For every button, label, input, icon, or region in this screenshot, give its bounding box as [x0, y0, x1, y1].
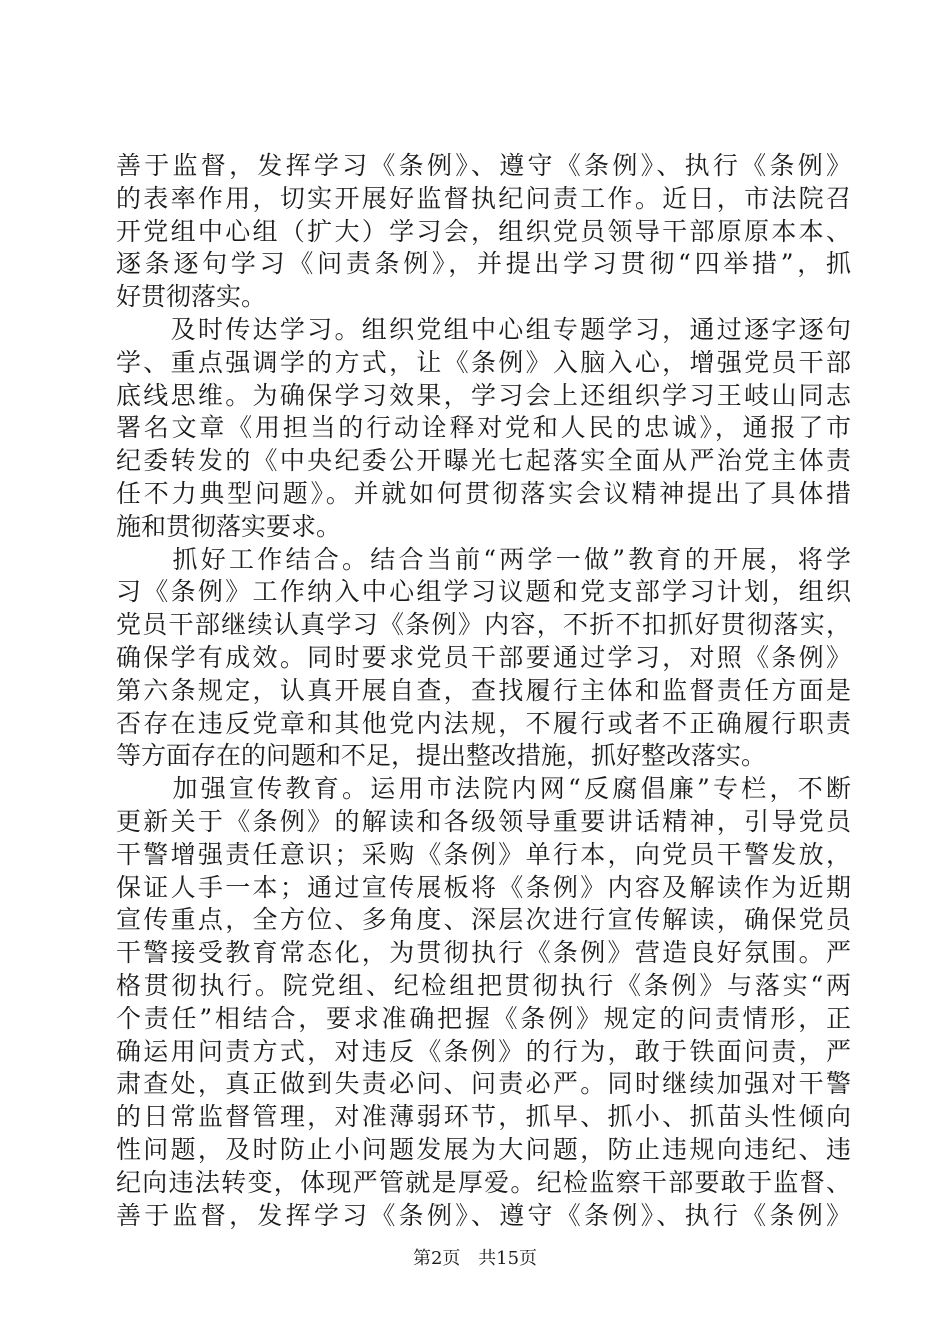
- text-line: 保证人手一本；通过宣传展板将《条例》内容及解读作为近期: [116, 872, 851, 902]
- text-line: 开党组中心组（扩大）学习会，组织党员领导干部原原本本、: [116, 216, 851, 246]
- text-line: 格贯彻执行。院党组、纪检组把贯彻执行《条例》与落实“两: [116, 970, 851, 1000]
- text-line: 纪向违法转变，体现严管就是厚爱。纪检监察干部要敢于监督、: [116, 1167, 851, 1197]
- text-line: 确运用问责方式，对违反《条例》的行为，敢于铁面问责，严: [116, 1036, 851, 1066]
- text-line: 施和贯彻落实要求。: [116, 511, 342, 541]
- text-line: 学、重点强调学的方式，让《条例》入脑入心，增强党员干部: [116, 347, 851, 377]
- body-text: [116, 150, 851, 1232]
- text-line: 个责任”相结合，要求准确把握《条例》规定的问责情形，正: [116, 1003, 851, 1033]
- page-number: 第2页: [412, 1248, 461, 1269]
- text-line: 肃查处，真正做到失责必问、问责必严。同时继续加强对干警: [116, 1069, 851, 1099]
- text-line: 抓好工作结合。结合当前“两学一做”教育的开展，将学: [116, 544, 851, 574]
- text-line: 干警接受教育常态化，为贯彻执行《条例》营造良好氛围。严: [116, 938, 851, 968]
- text-line: 宣传重点，全方位、多角度、深层次进行宣传解读，确保党员: [116, 905, 851, 935]
- text-line: 善于监督，发挥学习《条例》、遵守《条例》、执行《条例》: [116, 1200, 851, 1230]
- text-line: 逐条逐句学习《问责条例》，并提出学习贯彻“四举措”，抓: [116, 249, 851, 279]
- text-line: 纪委转发的《中央纪委公开曝光七起落实全面从严治党主体责: [116, 446, 851, 476]
- text-line: 党员干部继续认真学习《条例》内容，不折不扣抓好贯彻落实，: [116, 610, 851, 640]
- text-line: 的表率作用，切实开展好监督执纪问责工作。近日，市法院召: [116, 183, 851, 213]
- text-line: 性问题，及时防止小问题发展为大问题，防止违规向违纪、违: [116, 1134, 851, 1164]
- text-line: 等方面存在的问题和不足，提出整改措施，抓好整改落实。: [116, 741, 767, 771]
- text-line: 干警增强责任意识；采购《条例》单行本，向党员干警发放，: [116, 839, 851, 869]
- text-line: 任不力典型问题》。并就如何贯彻落实会议精神提出了具体措: [116, 478, 851, 508]
- page-total: 共15页: [478, 1248, 538, 1269]
- text-line: 否存在违反党章和其他党内法规，不履行或者不正确履行职责: [116, 708, 851, 738]
- text-line: 及时传达学习。组织党组中心组专题学习，通过逐字逐句: [116, 314, 851, 344]
- text-line: 习《条例》工作纳入中心组学习议题和党支部学习计划，组织: [116, 577, 851, 607]
- text-line: 善于监督，发挥学习《条例》、遵守《条例》、执行《条例》: [116, 151, 851, 180]
- text-line: 底线思维。为确保学习效果，学习会上还组织学习王岐山同志: [116, 380, 851, 410]
- text-line: 更新关于《条例》的解读和各级领导重要讲话精神，引导党员: [116, 806, 851, 836]
- text-line: 的日常监督管理，对准薄弱环节，抓早、抓小、抓苗头性倾向: [116, 1102, 851, 1132]
- text-line: 署名文章《用担当的行动诠释对党和人民的忠诚》，通报了市: [116, 413, 851, 443]
- text-line: 第六条规定，认真开展自查，查找履行主体和监督责任方面是: [116, 675, 851, 705]
- text-line: 加强宣传教育。运用市法院内网“反腐倡廉”专栏，不断: [116, 774, 851, 804]
- text-line: 好贯彻落实。: [116, 282, 267, 312]
- page-footer: [0, 1244, 950, 1270]
- text-line: 确保学有成效。同时要求党员干部要通过学习，对照《条例》: [116, 642, 851, 672]
